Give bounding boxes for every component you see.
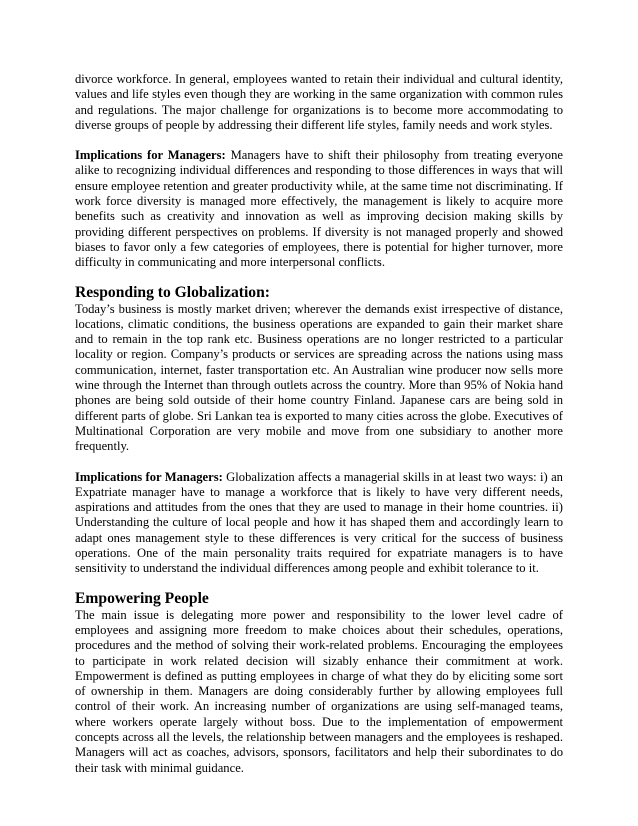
globalization-paragraph: Today’s business is mostly market driven; wherever the demands exist irrespective of distance, locations, climatic conditions, the business operations are expanded to gain their market share and to remain in the top rank etc. Business operations are no longer restricted to a particular locality or region. Company’s products or services are spreading across the nations using mass communication, internet, faster transportation etc. An Australian wine producer now sells more wine through the Internet than through outlets across the country. More than 95% of Nokia hand phones are being sold outside of their home country Finland. Japanese cars are being sold in different parts of globe. Sri Lankan tea is exported to many cities across the globe. Executives of Multinational Corporation are very mobile and move from one subsidiary to another more frequently. bbox=[75, 301, 563, 454]
empowering-paragraph: The main issue is delegating more power and responsibility to the lower level cadre of employees and assigning more freedom to make choices about their schedules, operations, procedures and the method of solving their work-related problems. Encouraging the employees to participate in work related decision will sizably enhance their commitment at work. Empowerment is defined as putting employees in charge of what they do by eliciting some sort of ownership in them. Managers are doing considerably further by allowing employees full control of their work. An increasing number of organizations are using self-managed teams, where workers operate largely without boss. Due to the implementation of empowerment concepts across all the levels, the relationship between managers and the employees is reshaped. Managers will act as coaches, advisors, sponsors, facilitators and help their subordinates to do their task with minimal guidance. bbox=[75, 607, 563, 775]
implications-body-text: Globalization affects a managerial skills in at least two ways: i) an Expatriate manager have to manage a workforce that is likely to have very different needs, aspirations and attitudes from the ones that they are used to manage in their home countries. ii) Understanding the culture of local people and how it has shaped them and accordingly learn to adapt ones management style to these differences is very critical for the success of business operations. One of the main personality traits required for expatriate managers is to have sensitivity to understand the individual differences among people and exhibit tolerance to it. bbox=[75, 469, 563, 576]
intro-paragraph: divorce workforce. In general, employees wanted to retain their individual and cultural identity, values and life styles even though they are working in the same organization with common rules and regulations. The major challenge for organizations is to become more accommodating to diverse groups of people by addressing their different life styles, family needs and work styles. bbox=[75, 72, 563, 132]
globalization-implications-paragraph bbox=[75, 470, 563, 577]
implications-lead-label: Implications for Managers: bbox=[75, 469, 223, 484]
globalization-heading: Responding to Globalization: bbox=[75, 283, 270, 301]
implications-lead-label: Implications for Managers: bbox=[75, 148, 226, 163]
empowering-heading: Empowering People bbox=[75, 589, 209, 607]
document-page bbox=[75, 72, 563, 776]
implications-body-text: Managers have to shift their philosophy from treating everyone alike to recognizing individual differences and responding to those differences in ways that will ensure employee retention and greater productivity while, at the same time not discriminating. If work force diversity is managed more effectively, the management is likely to acquire more benefits such as creativity and innovation as well as improving decision making skills by providing different perspectives on problems. If diversity is not managed properly and showed biases to favor only a few categories of employees, there is potential for higher turnover, more difficulty in communicating and more interpersonal conflicts. bbox=[75, 148, 563, 270]
diversity-implications-paragraph bbox=[75, 148, 563, 270]
